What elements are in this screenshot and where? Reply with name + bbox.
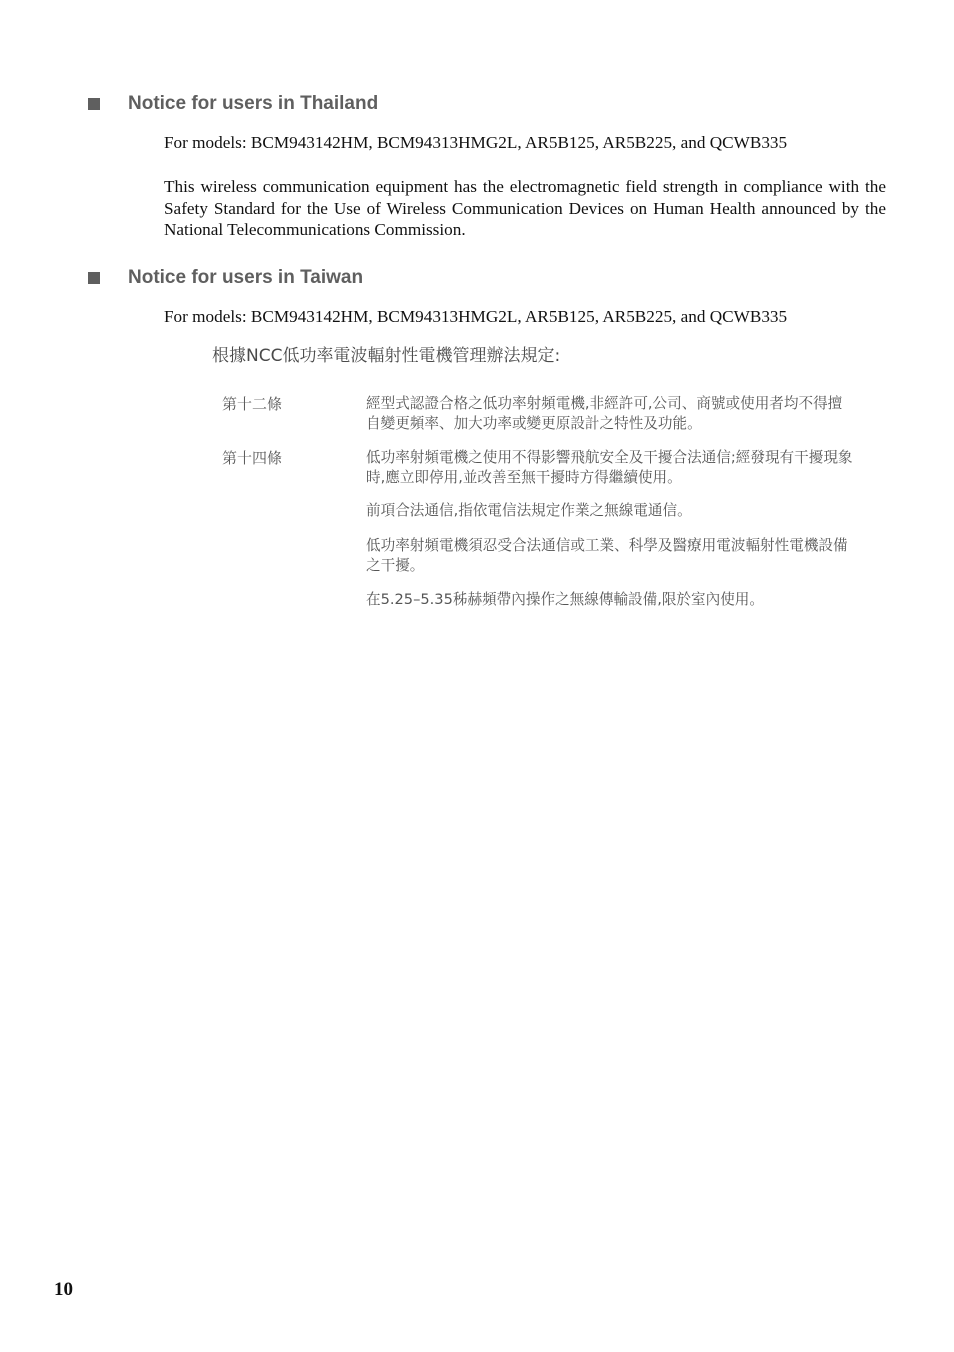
article-14-text-1: 低功率射頻電機之使用不得影響飛航安全及干擾合法通信;經發現有干擾現象時,應立即停用,並改善至無干擾時方得繼續使用。	[366, 449, 853, 486]
band-notice-text: 在5.25–5.35秭赫頻帶內操作之無線傳輸設備,限於室內使用。	[366, 591, 764, 608]
section-heading-thailand	[88, 93, 378, 115]
heading-text: Notice for users in Taiwan	[128, 267, 364, 288]
square-bullet-icon	[88, 98, 100, 110]
article-14-text-3: 低功率射頻電機須忍受合法通信或工業、科學及醫療用電波輻射性電機設備之干擾。	[366, 537, 848, 574]
article-14-label: 第十四條	[222, 449, 283, 467]
heading-text: Notice for users in Thailand	[128, 93, 379, 114]
section-heading-taiwan	[88, 267, 363, 289]
thailand-notice-paragraph: This wireless communication equipment has the electromagnetic field strength in compliance with the Safety Standard for the Use of Wireless Communication Devices on Human Health announced by the National Telecommunications Commission.	[164, 177, 886, 239]
thailand-models-paragraph: For models: BCM943142HM, BCM94313HMG2L, AR5B125, AR5B225, and QCWB335	[164, 133, 788, 152]
article-14-text-2: 前項合法通信,指依電信法規定作業之無線電通信。	[366, 502, 692, 519]
article-12-label: 第十二條	[222, 395, 283, 413]
ncc-title: 根據NCC低功率電波輻射性電機管理辦法規定:	[212, 346, 561, 366]
taiwan-models-paragraph: For models: BCM943142HM, BCM94313HMG2L, AR5B125, AR5B225, and QCWB335	[164, 307, 788, 326]
page-number: 10	[54, 1279, 73, 1300]
article-12-text: 經型式認證合格之低功率射頻電機,非經許可,公司、商號或使用者均不得擅自變更頻率、加大功率或變更原設計之特性及功能。	[366, 395, 843, 432]
square-bullet-icon	[88, 272, 100, 284]
